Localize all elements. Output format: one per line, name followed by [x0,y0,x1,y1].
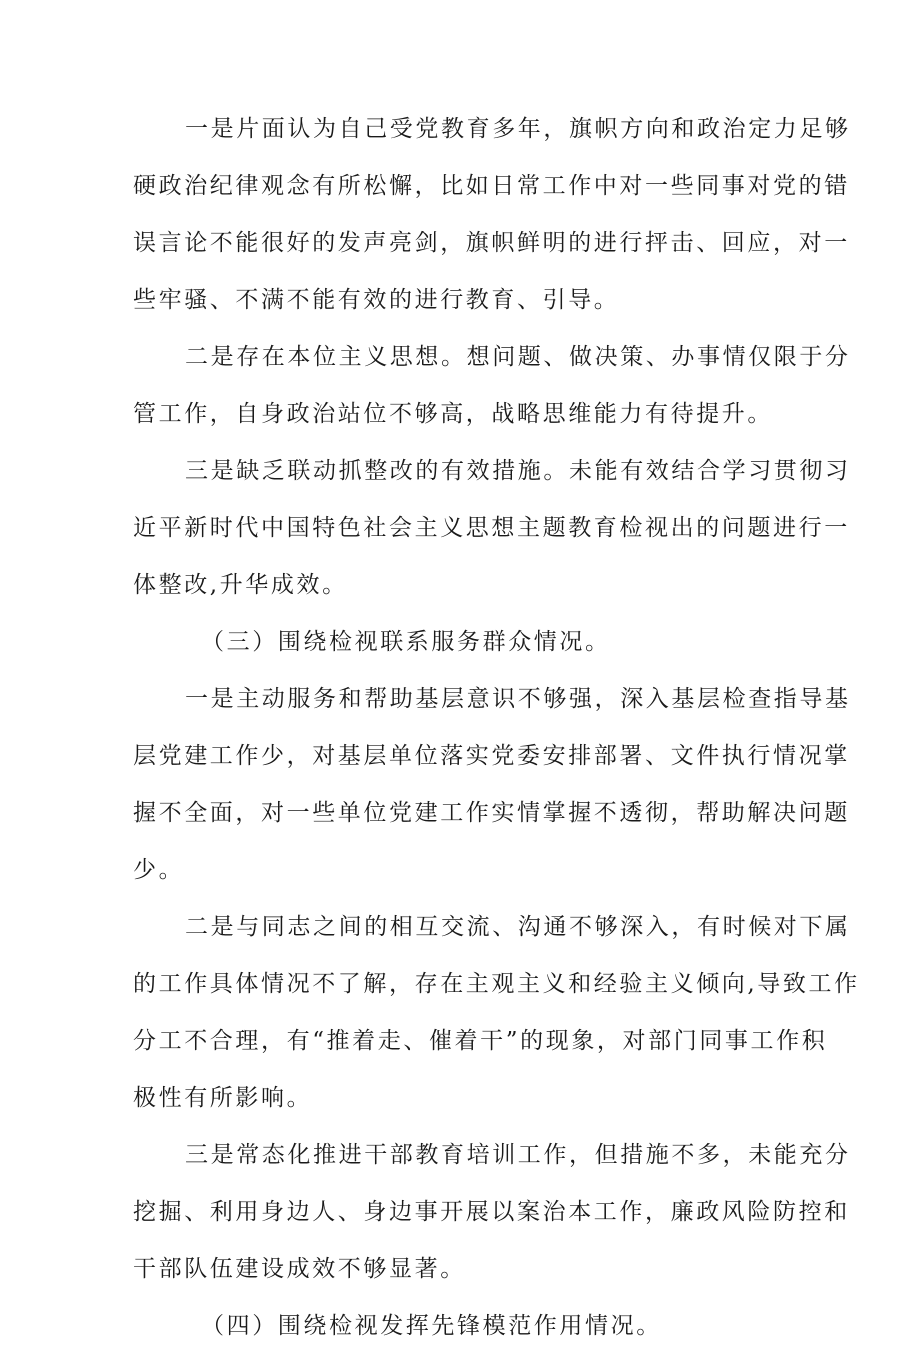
paragraph-line: 硬政治纪律观念有所松懈，比如日常工作中对一些同事对党的错 [133,173,850,199]
paragraph-line: 三是缺乏联动抓整改的有效措施。未能有效结合学习贯彻习 [185,458,851,484]
paragraph-line: 极性有所影响。 [133,1085,313,1111]
paragraph-line: 一是主动服务和帮助基层意识不够强，深入基层检查指导基 [185,686,851,712]
paragraph-line: 分工不合理，有“推着走、催着干”的现象，对部门同事工作积 [133,1028,828,1054]
paragraph-line: 近平新时代中国特色社会主义思想主题教育检视出的问题进行一 [133,515,850,541]
paragraph-line: 的工作具体情况不了解，存在主观主义和经验主义倾向,导致工作 [133,971,860,997]
section-heading: （四）围绕检视发挥先锋模范作用情况。 [201,1313,662,1339]
section-heading: （三）围绕检视联系服务群众情况。 [201,629,611,655]
paragraph-line: 误言论不能很好的发声亮剑，旗帜鲜明的进行抨击、回应，对一 [133,230,850,256]
paragraph-line: 体整改,升华成效。 [133,572,348,598]
paragraph-line: 挖掘、利用身边人、身边事开展以案治本工作，廉政风险防控和 [133,1199,850,1225]
paragraph-line: 握不全面，对一些单位党建工作实情掌握不透彻，帮助解决问题 [133,800,850,826]
paragraph-line: 少。 [133,857,185,883]
paragraph-line: 二是与同志之间的相互交流、沟通不够深入，有时候对下属 [185,914,851,940]
paragraph-line: 层党建工作少，对基层单位落实党委安排部署、文件执行情况掌 [133,743,850,769]
paragraph-line: 二是存在本位主义思想。想问题、做决策、办事情仅限于分 [185,344,851,370]
paragraph-line: 些牢骚、不满不能有效的进行教育、引导。 [133,287,620,313]
document-body [133,110,860,1364]
paragraph-line: 干部队伍建设成效不够显著。 [133,1256,466,1282]
paragraph-line: 三是常态化推进干部教育培训工作，但措施不多，未能充分 [185,1142,851,1168]
paragraph-line: 一是片面认为自己受党教育多年，旗帜方向和政治定力足够 [185,116,851,142]
paragraph-line: 管工作，自身政治站位不够高，战略思维能力有待提升。 [133,401,773,427]
